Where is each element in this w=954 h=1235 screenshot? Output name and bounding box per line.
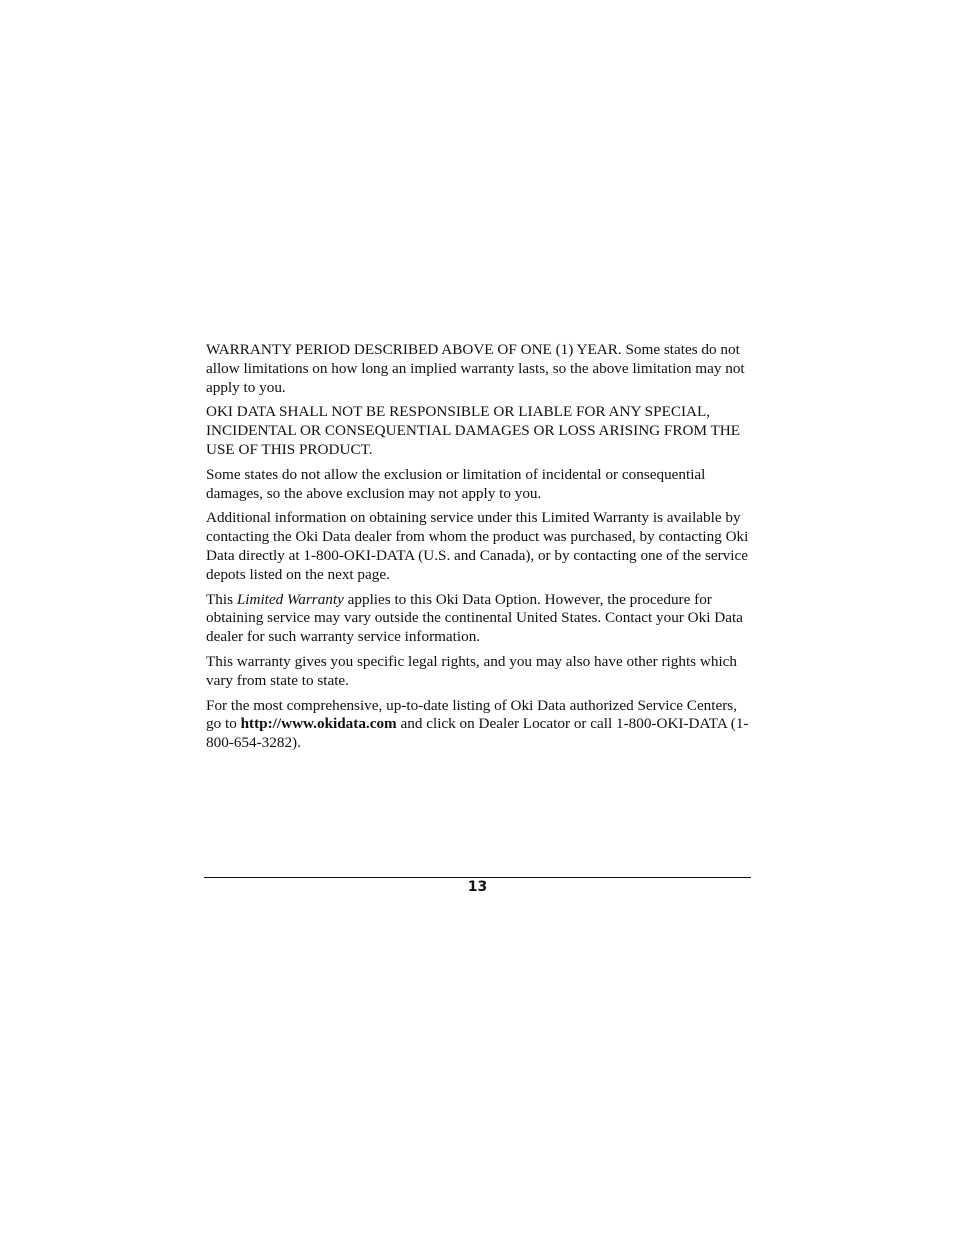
service-centers-text-after: and click on Dealer Locator or call 1-800-OKI-DATA (1-800-654-3282).	[206, 715, 749, 752]
service-centers-text-before: For the most comprehensive, up-to-date listing of Oki Data authorized Service Centers, go to	[206, 696, 737, 733]
page-number: 13	[467, 879, 488, 895]
paragraph-legal-rights: This warranty gives you specific legal rights, and you may also have other rights which vary from state to state.	[206, 652, 738, 689]
paragraph-limited-warranty-scope	[206, 591, 752, 647]
warranty-text-body	[206, 341, 752, 759]
limited-warranty-term: Limited Warranty	[236, 590, 344, 608]
paragraph-state-exclusion: Some states do not allow the exclusion or limitation of incidental or consequential damages, so the above exclusion may not apply to you.	[206, 465, 706, 502]
scope-text-after: applies to this Oki Data Option. However, the procedure for obtaining service may vary outside the continental United States. Contact your Oki Data dealer for such warranty service information.	[206, 590, 743, 646]
footer-divider	[204, 877, 751, 878]
scope-text-before: This	[206, 590, 237, 608]
paragraph-service-info: Additional information on obtaining service under this Limited Warranty is available by contacting the Oki Data dealer from whom the product was purchased, by contacting Oki Data directly at 1-800-OKI-DATA (U.S. and Canada), or by contacting one of the service depots listed on the next page.	[206, 509, 749, 583]
okidata-url-link[interactable]: http://www.okidata.com	[240, 715, 397, 733]
paragraph-liability-disclaimer: OKI DATA SHALL NOT BE RESPONSIBLE OR LIABLE FOR ANY SPECIAL, INCIDENTAL OR CONSEQUENTIAL DAMAGES OR LOSS ARISING FROM THE USE OF THIS PRODUCT.	[206, 403, 741, 458]
paragraph-service-centers	[206, 697, 752, 753]
paragraph-warranty-period: WARRANTY PERIOD DESCRIBED ABOVE OF ONE (1) YEAR. Some states do not allow limitations on how long an implied warranty lasts, so the above limitation may not apply to you.	[206, 341, 745, 396]
